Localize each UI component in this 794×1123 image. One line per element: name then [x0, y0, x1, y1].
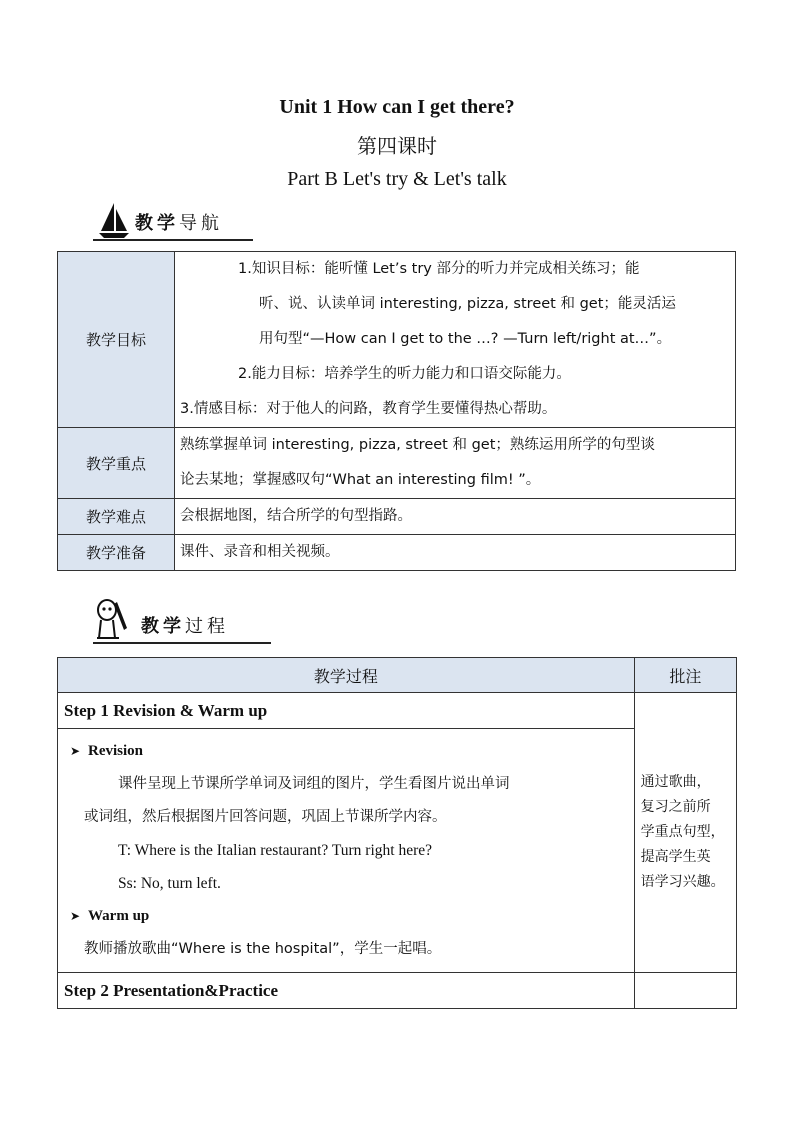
key-points-label: 教学重点 — [58, 428, 175, 499]
warmup-line: 教师播放歌曲“Where is the hospital”，学生一起唱。 — [84, 941, 442, 957]
pencil-figure-icon — [93, 598, 131, 642]
revision-line: 或词组，然后根据图片回答问题，巩固上节课所学内容。 — [84, 809, 447, 825]
warmup-heading: Warm up — [88, 908, 150, 924]
teaching-guide-label: 教学导航 — [135, 213, 223, 234]
preparation-content: 课件、录音和相关视频。 — [175, 535, 736, 571]
difficulty-content: 会根据地图，结合所学的句型指路。 — [175, 499, 736, 535]
sailboat-icon — [97, 201, 131, 239]
key-points-content: 熟练掌握单词 interesting, pizza, street 和 get；熟练运用所学的句型谈 论去某地；掌握感叹句“What an interesting film! ”。 — [175, 428, 736, 499]
unit-title: Unit 1 How can I get there? — [279, 96, 515, 118]
notes-cell: 通过歌曲， 复习之前所 学重点句型， 提高学生英 语学习兴趣。 — [634, 693, 736, 973]
process-table — [57, 657, 737, 1009]
preparation-label: 教学准备 — [58, 535, 175, 571]
banner-underline — [93, 239, 253, 241]
objectives-table — [57, 251, 736, 571]
process-column-header: 教学过程 — [58, 658, 635, 693]
teaching-process-label: 教学过程 — [141, 616, 229, 637]
revision-heading: Revision — [88, 743, 144, 759]
step2-notes — [634, 973, 736, 1009]
notes-column-header: 批注 — [634, 658, 736, 693]
dialog-teacher: T: Where is the Italian restaurant? Turn right here? — [118, 842, 433, 859]
lesson-number: 第四课时 — [357, 134, 437, 158]
difficulty-label: 教学难点 — [58, 499, 175, 535]
teaching-guide-banner — [93, 201, 253, 241]
dialog-students: Ss: No, turn left. — [118, 875, 221, 892]
revision-line: 课件呈现上节课所学单词及词组的图片，学生看图片说出单词 — [118, 776, 510, 792]
teaching-process-banner — [93, 604, 271, 644]
step1-title: Step 1 Revision & Warm up — [58, 693, 635, 729]
step2-title: Step 2 Presentation&Practice — [58, 973, 635, 1009]
goal-content: 1.知识目标：能听懂 Let’s try 部分的听力并完成相关练习；能 听、说、认读单词 interesting, pizza, street 和 get；能灵活运 用句型“—How can I get to the …? —Turn left/right at…”。 2.能力目标：培养学生的听力能力和口语交际能力。 3.情感目标：对于他人的问路，教育学生要懂得热心帮助。 — [175, 252, 736, 428]
banner-underline — [93, 642, 271, 644]
goal-label: 教学目标 — [58, 252, 175, 428]
step1-body — [58, 729, 635, 973]
arrow-bullet-icon: ➤ — [70, 909, 81, 923]
arrow-bullet-icon: ➤ — [70, 744, 81, 758]
part-title: Part B Let's try & Let's talk — [287, 168, 507, 190]
